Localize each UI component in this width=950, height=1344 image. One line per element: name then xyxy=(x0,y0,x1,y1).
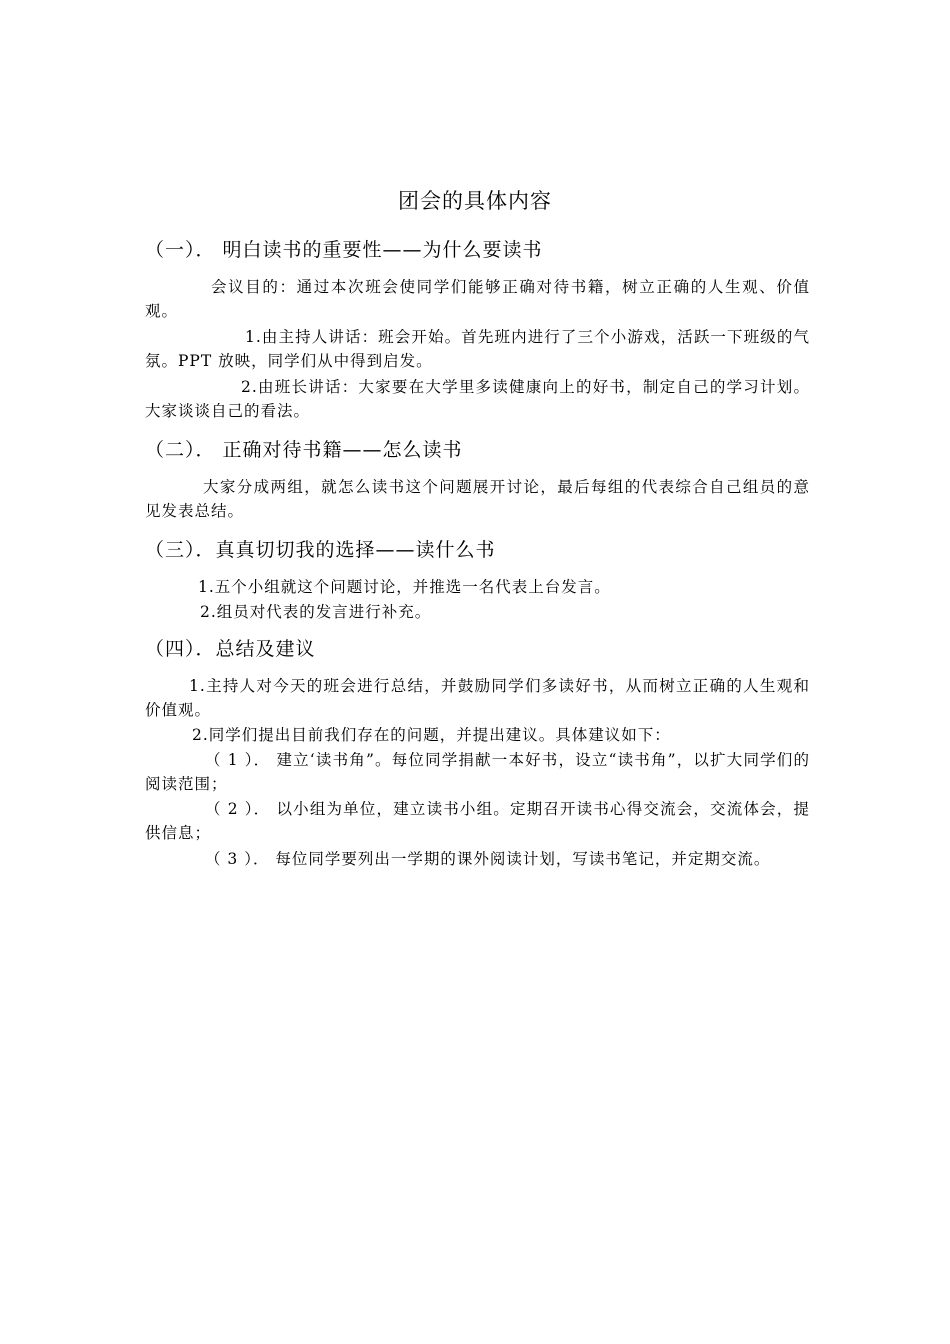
section-2-heading: （二）． 正确对待书籍——怎么读书 xyxy=(145,439,463,461)
section-3-heading: （三）．真真切切我的选择——读什么书 xyxy=(145,539,496,561)
section-3-paragraph-2: 2.组员对代表的发言进行补充。 xyxy=(200,603,432,621)
section-1-heading: （一）． 明白读书的重要性——为什么要读书 xyxy=(145,239,543,261)
section-3-paragraph-1: 1.五个小组就这个问题讨论，并推选一名代表上台发言。 xyxy=(198,578,611,596)
document-title: 团会的具体内容 xyxy=(398,189,552,213)
section-4-paragraph-2: 2.同学们提出目前我们存在的问题，并提出建议。具体建议如下： xyxy=(192,726,671,744)
section-4-suggestion-3: （ 3 ）． 每位同学要列出一学期的课外阅读计划，写读书笔记，并定期交流。 xyxy=(205,850,771,868)
section-4-suggestion-1: （ 1 ）． 建立‘读书角”。每位同学捐献一本好书，设立“读书角”，以扩大同学们的阅读范围； xyxy=(145,751,810,793)
section-1-paragraph-1: 会议目的：通过本次班会使同学们能够正确对待书籍，树立正确的人生观、价值观。 xyxy=(145,278,810,320)
section-2-paragraph-1: 大家分成两组，就怎么读书这个问题展开讨论，最后每组的代表综合自己组员的意见发表总结。 xyxy=(145,478,810,520)
section-4-suggestion-2: （ 2 ）． 以小组为单位，建立读书小组。定期召开读书心得交流会，交流体会，提供信息； xyxy=(145,800,810,842)
section-1-paragraph-3: 2.由班长讲话：大家要在大学里多读健康向上的好书，制定自己的学习计划。大家谈谈自己的看法。 xyxy=(145,378,810,420)
section-4-heading: （四）．总结及建议 xyxy=(145,638,316,660)
section-1-paragraph-2: 1.由主持人讲话：班会开始。首先班内进行了三个小游戏，活跃一下班级的气氛。PPT 放映，同学们从中得到启发。 xyxy=(145,328,810,370)
section-4-paragraph-1: 1.主持人对今天的班会进行总结，并鼓励同学们多读好书，从而树立正确的人生观和价值观。 xyxy=(145,677,810,719)
